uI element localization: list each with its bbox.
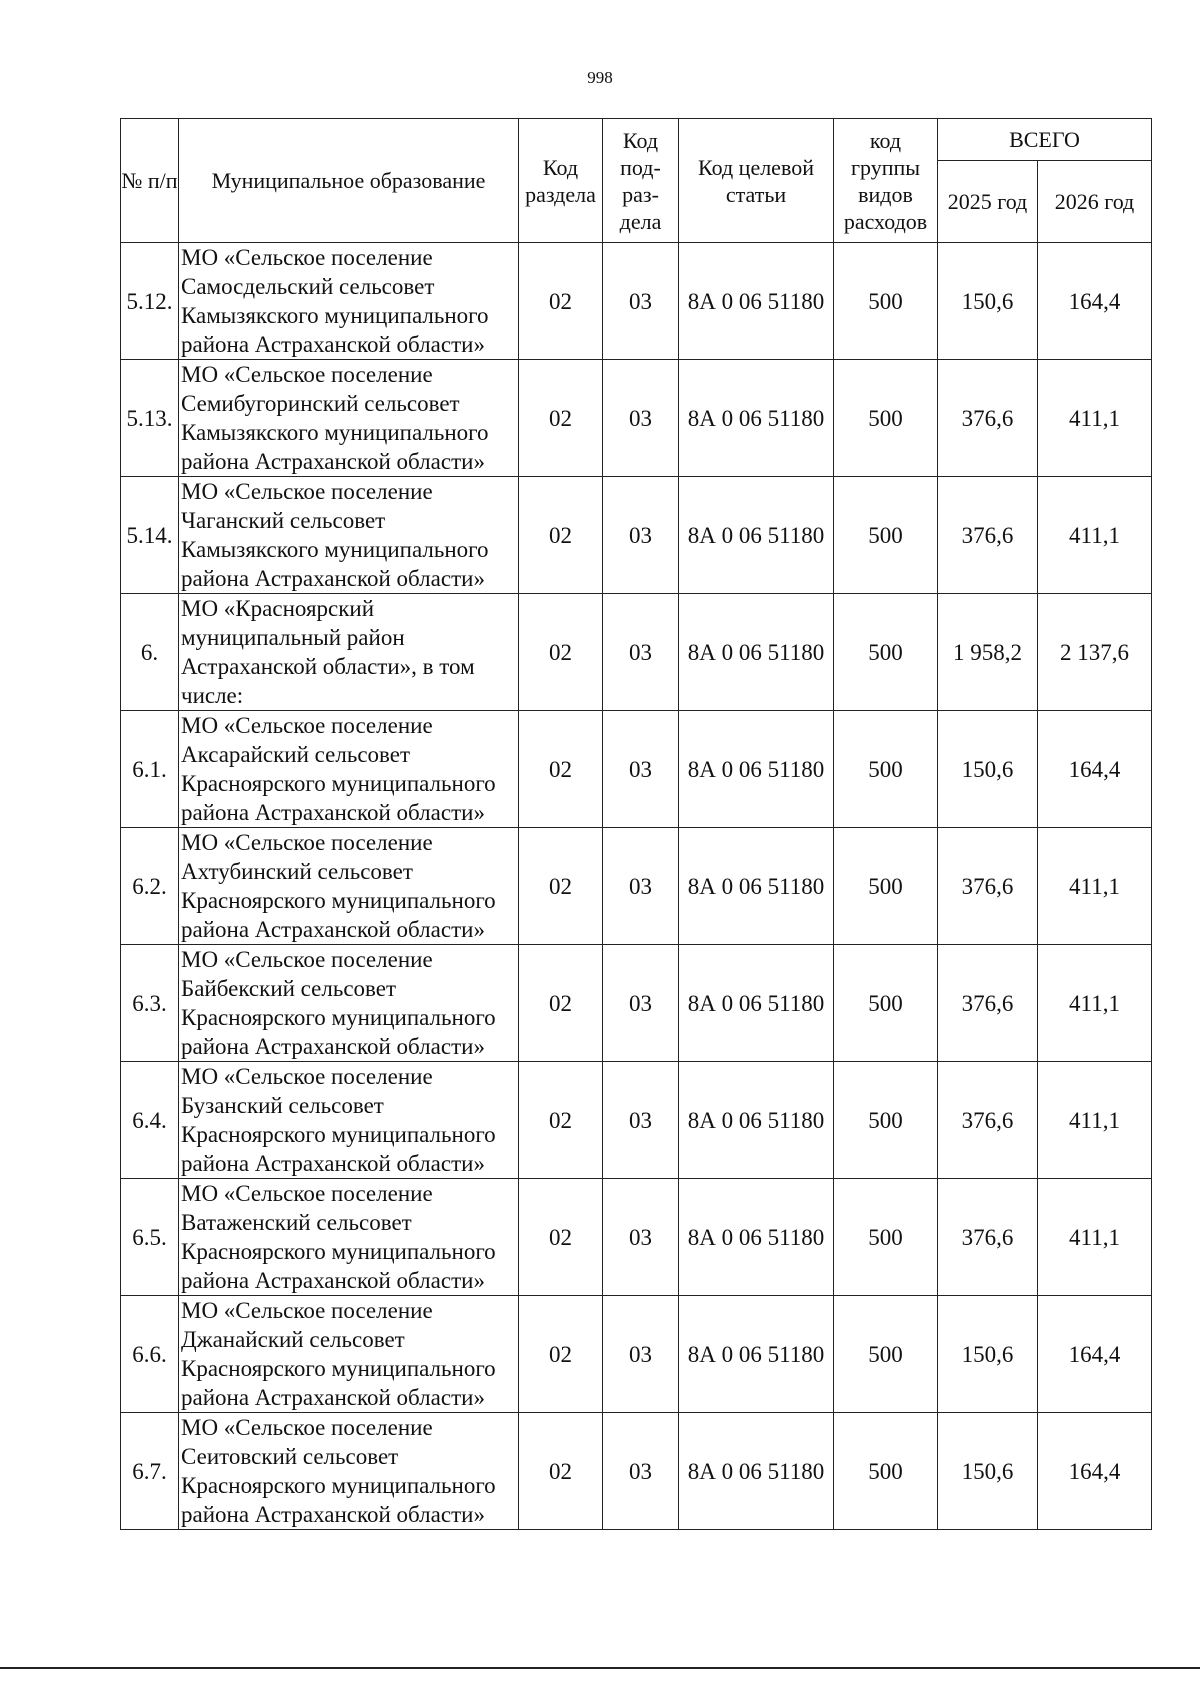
row-number-cell: 5.14. bbox=[121, 477, 179, 594]
amount-2025-cell: 150,6 bbox=[938, 1296, 1038, 1413]
row-number-cell: 6.2. bbox=[121, 828, 179, 945]
target-code-cell: 8А 0 06 51180 bbox=[679, 711, 834, 828]
subsection-code-cell: 03 bbox=[603, 945, 679, 1062]
municipality-name-cell: МО «Сельское поселение Аксарайский сельсовет Красноярского муниципального района Астраханской области» bbox=[179, 711, 519, 828]
subsection-code-cell: 03 bbox=[603, 1179, 679, 1296]
expense-group-cell: 500 bbox=[834, 360, 938, 477]
row-number-cell: 6.6. bbox=[121, 1296, 179, 1413]
target-code-cell: 8А 0 06 51180 bbox=[679, 594, 834, 711]
section-code-cell: 02 bbox=[519, 828, 603, 945]
amount-2025-cell: 150,6 bbox=[938, 1413, 1038, 1530]
amount-2025-cell: 150,6 bbox=[938, 711, 1038, 828]
row-number-cell: 5.13. bbox=[121, 360, 179, 477]
amount-2026-cell: 411,1 bbox=[1038, 1062, 1152, 1179]
amount-2026-cell: 164,4 bbox=[1038, 1413, 1152, 1530]
row-number-cell: 6.1. bbox=[121, 711, 179, 828]
amount-2026-cell: 411,1 bbox=[1038, 360, 1152, 477]
section-code-cell: 02 bbox=[519, 1413, 603, 1530]
amount-2025-cell: 376,6 bbox=[938, 1179, 1038, 1296]
amount-2025-cell: 376,6 bbox=[938, 945, 1038, 1062]
amount-2026-cell: 164,4 bbox=[1038, 711, 1152, 828]
header-subsection: Код под-раз-дела bbox=[603, 119, 679, 243]
table-row bbox=[121, 477, 1152, 594]
expense-group-cell: 500 bbox=[834, 477, 938, 594]
municipality-name-cell: МО «Сельское поселение Джанайский сельсовет Красноярского муниципального района Астраханской области» bbox=[179, 1296, 519, 1413]
header-name: Муниципальное образование bbox=[179, 119, 519, 243]
section-code-cell: 02 bbox=[519, 1062, 603, 1179]
amount-2026-cell: 411,1 bbox=[1038, 945, 1152, 1062]
municipality-name-cell: МО «Сельское поселение Байбекский сельсовет Красноярского муниципального района Астраханской области» bbox=[179, 945, 519, 1062]
expense-group-cell: 500 bbox=[834, 1179, 938, 1296]
table-row bbox=[121, 1413, 1152, 1530]
municipality-name-cell: МО «Сельское поселение Ватаженский сельсовет Красноярского муниципального района Астраханской области» bbox=[179, 1179, 519, 1296]
expense-group-cell: 500 bbox=[834, 711, 938, 828]
amount-2025-cell: 376,6 bbox=[938, 1062, 1038, 1179]
row-number-cell: 6.4. bbox=[121, 1062, 179, 1179]
row-number-cell: 6. bbox=[121, 594, 179, 711]
table-row bbox=[121, 594, 1152, 711]
subsection-code-cell: 03 bbox=[603, 711, 679, 828]
expense-group-cell: 500 bbox=[834, 1062, 938, 1179]
target-code-cell: 8А 0 06 51180 bbox=[679, 360, 834, 477]
target-code-cell: 8А 0 06 51180 bbox=[679, 1413, 834, 1530]
section-code-cell: 02 bbox=[519, 1179, 603, 1296]
row-number-cell: 6.3. bbox=[121, 945, 179, 1062]
table-row bbox=[121, 711, 1152, 828]
subsection-code-cell: 03 bbox=[603, 1296, 679, 1413]
section-code-cell: 02 bbox=[519, 711, 603, 828]
header-total: ВСЕГО bbox=[938, 119, 1152, 161]
bottom-rule bbox=[0, 1667, 1200, 1669]
row-number-cell: 6.5. bbox=[121, 1179, 179, 1296]
municipality-name-cell: МО «Сельское поселение Ахтубинский сельсовет Красноярского муниципального района Астраханской области» bbox=[179, 828, 519, 945]
section-code-cell: 02 bbox=[519, 243, 603, 360]
expense-group-cell: 500 bbox=[834, 1413, 938, 1530]
budget-table bbox=[120, 118, 1152, 1530]
expense-group-cell: 500 bbox=[834, 594, 938, 711]
target-code-cell: 8А 0 06 51180 bbox=[679, 477, 834, 594]
header-section: Код раздела bbox=[519, 119, 603, 243]
header-group: код группы видов расходов bbox=[834, 119, 938, 243]
header-year-2025: 2025 год bbox=[938, 161, 1038, 243]
amount-2025-cell: 1 958,2 bbox=[938, 594, 1038, 711]
table-row bbox=[121, 1179, 1152, 1296]
amount-2026-cell: 411,1 bbox=[1038, 1179, 1152, 1296]
page-number: 998 bbox=[587, 68, 613, 87]
municipality-name-cell: МО «Сельское поселение Самосдельский сельсовет Камызякского муниципального района Астраханской области» bbox=[179, 243, 519, 360]
municipality-name-cell: МО «Сельское поселение Сеитовский сельсовет Красноярского муниципального района Астраханской области» bbox=[179, 1413, 519, 1530]
subsection-code-cell: 03 bbox=[603, 1062, 679, 1179]
target-code-cell: 8А 0 06 51180 bbox=[679, 828, 834, 945]
amount-2026-cell: 411,1 bbox=[1038, 828, 1152, 945]
municipality-name-cell: МО «Красноярский муниципальный район Астраханской области», в том числе: bbox=[179, 594, 519, 711]
target-code-cell: 8А 0 06 51180 bbox=[679, 945, 834, 1062]
header-year-2026: 2026 год bbox=[1038, 161, 1152, 243]
target-code-cell: 8А 0 06 51180 bbox=[679, 1062, 834, 1179]
municipality-name-cell: МО «Сельское поселение Бузанский сельсовет Красноярского муниципального района Астраханской области» bbox=[179, 1062, 519, 1179]
row-number-cell: 6.7. bbox=[121, 1413, 179, 1530]
amount-2025-cell: 376,6 bbox=[938, 477, 1038, 594]
row-number-cell: 5.12. bbox=[121, 243, 179, 360]
amount-2025-cell: 376,6 bbox=[938, 360, 1038, 477]
section-code-cell: 02 bbox=[519, 594, 603, 711]
amount-2026-cell: 411,1 bbox=[1038, 477, 1152, 594]
expense-group-cell: 500 bbox=[834, 243, 938, 360]
target-code-cell: 8А 0 06 51180 bbox=[679, 1179, 834, 1296]
target-code-cell: 8А 0 06 51180 bbox=[679, 243, 834, 360]
section-code-cell: 02 bbox=[519, 360, 603, 477]
section-code-cell: 02 bbox=[519, 1296, 603, 1413]
table-row bbox=[121, 243, 1152, 360]
expense-group-cell: 500 bbox=[834, 828, 938, 945]
section-code-cell: 02 bbox=[519, 945, 603, 1062]
subsection-code-cell: 03 bbox=[603, 360, 679, 477]
expense-group-cell: 500 bbox=[834, 1296, 938, 1413]
table-row bbox=[121, 1062, 1152, 1179]
amount-2026-cell: 164,4 bbox=[1038, 243, 1152, 360]
target-code-cell: 8А 0 06 51180 bbox=[679, 1296, 834, 1413]
subsection-code-cell: 03 bbox=[603, 1413, 679, 1530]
amount-2025-cell: 376,6 bbox=[938, 828, 1038, 945]
subsection-code-cell: 03 bbox=[603, 243, 679, 360]
amount-2026-cell: 164,4 bbox=[1038, 1296, 1152, 1413]
subsection-code-cell: 03 bbox=[603, 828, 679, 945]
amount-2025-cell: 150,6 bbox=[938, 243, 1038, 360]
header-target: Код целевой статьи bbox=[679, 119, 834, 243]
table-row bbox=[121, 945, 1152, 1062]
table-row bbox=[121, 1296, 1152, 1413]
amount-2026-cell: 2 137,6 bbox=[1038, 594, 1152, 711]
municipality-name-cell: МО «Сельское поселение Семибугоринский сельсовет Камызякского муниципального района Астраханской области» bbox=[179, 360, 519, 477]
subsection-code-cell: 03 bbox=[603, 477, 679, 594]
table-row bbox=[121, 360, 1152, 477]
table-body bbox=[121, 243, 1152, 1530]
expense-group-cell: 500 bbox=[834, 945, 938, 1062]
municipality-name-cell: МО «Сельское поселение Чаганский сельсовет Камызякского муниципального района Астраханской области» bbox=[179, 477, 519, 594]
section-code-cell: 02 bbox=[519, 477, 603, 594]
table-row bbox=[121, 828, 1152, 945]
subsection-code-cell: 03 bbox=[603, 594, 679, 711]
header-num: № п/п bbox=[121, 119, 179, 243]
